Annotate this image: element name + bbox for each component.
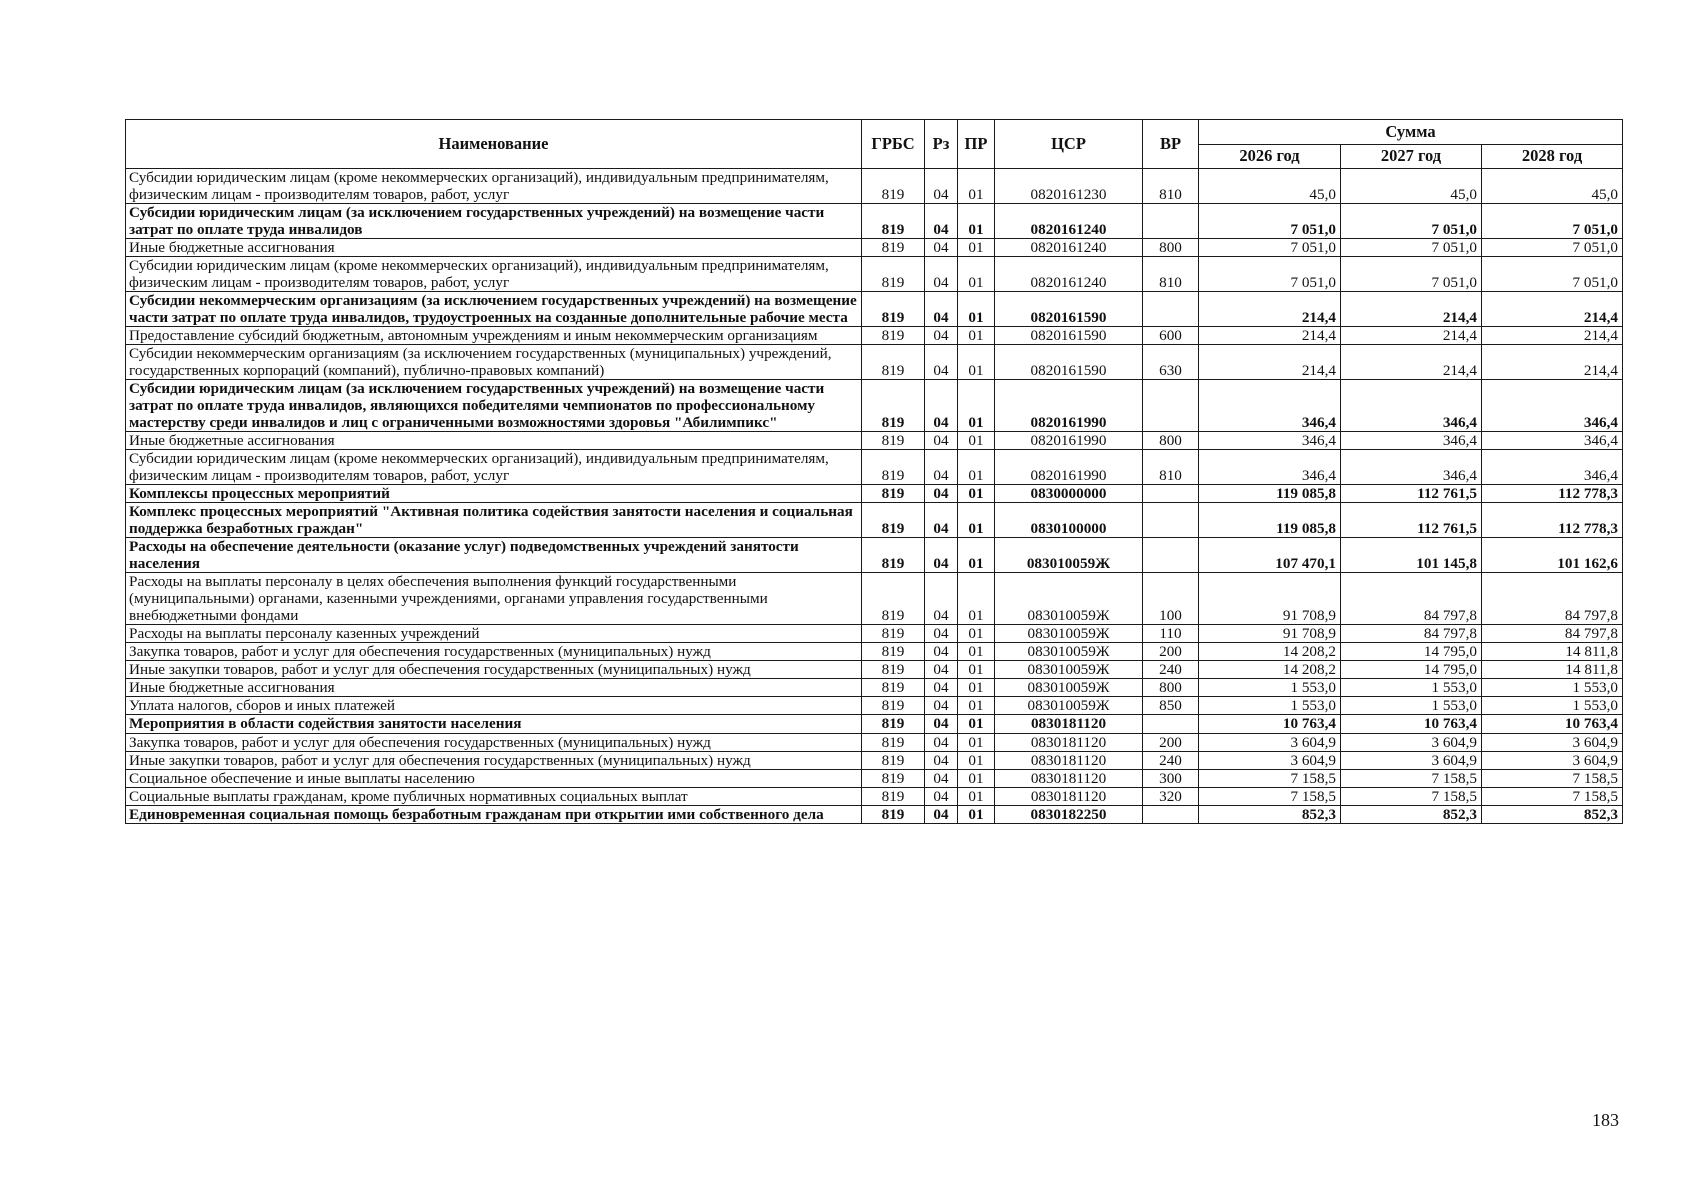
row-pr: 01	[958, 345, 995, 380]
row-pr: 01	[958, 715, 995, 733]
row-sum-2026: 1 553,0	[1199, 679, 1341, 697]
row-sum-2027: 7 051,0	[1341, 239, 1482, 257]
row-vr	[1143, 292, 1199, 327]
row-sum-2028: 1 553,0	[1482, 679, 1623, 697]
row-rz: 04	[925, 769, 958, 787]
row-grbs: 819	[862, 204, 925, 239]
row-sum-2027: 214,4	[1341, 345, 1482, 380]
row-name: Социальные выплаты гражданам, кроме публичных нормативных социальных выплат	[126, 787, 862, 805]
row-csr: 0830000000	[995, 485, 1143, 503]
row-rz: 04	[925, 643, 958, 661]
row-csr: 0820161990	[995, 432, 1143, 450]
header-pr: ПР	[958, 120, 995, 169]
row-pr: 01	[958, 257, 995, 292]
header-sum: Сумма	[1199, 120, 1623, 145]
row-sum-2026: 214,4	[1199, 345, 1341, 380]
row-sum-2027: 14 795,0	[1341, 643, 1482, 661]
row-pr: 01	[958, 503, 995, 538]
row-csr: 083010059Ж	[995, 661, 1143, 679]
row-name: Иные бюджетные ассигнования	[126, 239, 862, 257]
row-grbs: 819	[862, 239, 925, 257]
table-row	[126, 769, 1623, 787]
row-csr: 0820161990	[995, 380, 1143, 432]
row-name: Иные бюджетные ассигнования	[126, 432, 862, 450]
row-rz: 04	[925, 204, 958, 239]
row-sum-2026: 346,4	[1199, 450, 1341, 485]
row-pr: 01	[958, 573, 995, 625]
row-sum-2027: 3 604,9	[1341, 751, 1482, 769]
row-sum-2028: 14 811,8	[1482, 661, 1623, 679]
row-pr: 01	[958, 643, 995, 661]
row-sum-2028: 214,4	[1482, 327, 1623, 345]
header-rz: Рз	[925, 120, 958, 169]
row-vr: 850	[1143, 697, 1199, 715]
row-rz: 04	[925, 450, 958, 485]
row-grbs: 819	[862, 697, 925, 715]
row-sum-2027: 7 158,5	[1341, 787, 1482, 805]
row-name: Иные закупки товаров, работ и услуг для обеспечения государственных (муниципальных) нужд	[126, 751, 862, 769]
table-row	[126, 257, 1623, 292]
row-name: Субсидии юридическим лицам (за исключением государственных учреждений) на возмещение части затрат по оплате труда инвалидов	[126, 204, 862, 239]
row-rz: 04	[925, 697, 958, 715]
row-csr: 0830181120	[995, 715, 1143, 733]
row-sum-2027: 112 761,5	[1341, 485, 1482, 503]
row-vr	[1143, 538, 1199, 573]
row-rz: 04	[925, 661, 958, 679]
row-vr	[1143, 204, 1199, 239]
row-sum-2027: 1 553,0	[1341, 697, 1482, 715]
table-row	[126, 450, 1623, 485]
row-pr: 01	[958, 625, 995, 643]
row-pr: 01	[958, 769, 995, 787]
row-sum-2028: 84 797,8	[1482, 625, 1623, 643]
table-row	[126, 292, 1623, 327]
table-row	[126, 345, 1623, 380]
table-row	[126, 733, 1623, 751]
row-sum-2026: 214,4	[1199, 327, 1341, 345]
row-sum-2028: 1 553,0	[1482, 697, 1623, 715]
row-grbs: 819	[862, 169, 925, 204]
row-pr: 01	[958, 697, 995, 715]
table-row	[126, 538, 1623, 573]
row-sum-2027: 7 158,5	[1341, 769, 1482, 787]
row-sum-2028: 7 158,5	[1482, 787, 1623, 805]
row-csr: 0820161590	[995, 345, 1143, 380]
row-sum-2028: 112 778,3	[1482, 503, 1623, 538]
row-pr: 01	[958, 679, 995, 697]
row-vr: 630	[1143, 345, 1199, 380]
table-row	[126, 327, 1623, 345]
row-vr: 810	[1143, 450, 1199, 485]
row-grbs: 819	[862, 345, 925, 380]
row-csr: 0830181120	[995, 733, 1143, 751]
row-sum-2028: 7 158,5	[1482, 769, 1623, 787]
row-pr: 01	[958, 292, 995, 327]
row-grbs: 819	[862, 450, 925, 485]
table-row	[126, 625, 1623, 643]
row-rz: 04	[925, 380, 958, 432]
row-grbs: 819	[862, 538, 925, 573]
row-rz: 04	[925, 503, 958, 538]
budget-table	[125, 119, 1623, 824]
table-body	[126, 169, 1623, 824]
row-name: Мероприятия в области содействия занятости населения	[126, 715, 862, 733]
row-sum-2028: 7 051,0	[1482, 239, 1623, 257]
row-name: Иные закупки товаров, работ и услуг для обеспечения государственных (муниципальных) нужд	[126, 661, 862, 679]
row-grbs: 819	[862, 573, 925, 625]
row-rz: 04	[925, 625, 958, 643]
row-csr: 083010059Ж	[995, 679, 1143, 697]
row-name: Закупка товаров, работ и услуг для обеспечения государственных (муниципальных) нужд	[126, 643, 862, 661]
row-grbs: 819	[862, 327, 925, 345]
row-sum-2026: 3 604,9	[1199, 751, 1341, 769]
row-name: Расходы на выплаты персоналу казенных учреждений	[126, 625, 862, 643]
row-sum-2026: 214,4	[1199, 292, 1341, 327]
row-csr: 0820161990	[995, 450, 1143, 485]
row-vr: 600	[1143, 327, 1199, 345]
row-sum-2028: 346,4	[1482, 380, 1623, 432]
row-pr: 01	[958, 538, 995, 573]
row-grbs: 819	[862, 751, 925, 769]
row-grbs: 819	[862, 485, 925, 503]
row-sum-2027: 45,0	[1341, 169, 1482, 204]
row-csr: 0830181120	[995, 769, 1143, 787]
row-vr: 800	[1143, 679, 1199, 697]
row-sum-2026: 119 085,8	[1199, 485, 1341, 503]
row-csr: 083010059Ж	[995, 538, 1143, 573]
row-sum-2027: 214,4	[1341, 327, 1482, 345]
row-csr: 083010059Ж	[995, 625, 1143, 643]
header-2027: 2027 год	[1341, 145, 1482, 169]
row-pr: 01	[958, 805, 995, 823]
header-2026: 2026 год	[1199, 145, 1341, 169]
row-grbs: 819	[862, 503, 925, 538]
row-name: Субсидии юридическим лицам (за исключением государственных учреждений) на возмещение части затрат по оплате труда инвалидов, являющихся победителями чемпионатов по профессиональному мастерству среди инвалидов и лиц с ограниченными возможностями здоровья "Абилимпикс"	[126, 380, 862, 432]
row-name: Субсидии некоммерческим организациям (за исключением государственных (муниципальных) учреждений, государственных корпораций (компаний), публично-правовых компаний)	[126, 345, 862, 380]
header-grbs: ГРБС	[862, 120, 925, 169]
row-sum-2027: 346,4	[1341, 432, 1482, 450]
row-name: Субсидии юридическим лицам (кроме некоммерческих организаций), индивидуальным предпринимателям, физическим лицам - производителям товаров, работ, услуг	[126, 169, 862, 204]
row-sum-2028: 14 811,8	[1482, 643, 1623, 661]
row-sum-2028: 214,4	[1482, 292, 1623, 327]
row-grbs: 819	[862, 769, 925, 787]
row-grbs: 819	[862, 679, 925, 697]
row-vr	[1143, 485, 1199, 503]
row-rz: 04	[925, 787, 958, 805]
row-csr: 0820161240	[995, 257, 1143, 292]
row-grbs: 819	[862, 643, 925, 661]
row-grbs: 819	[862, 733, 925, 751]
header-csr: ЦСР	[995, 120, 1143, 169]
row-name: Иные бюджетные ассигнования	[126, 679, 862, 697]
row-sum-2026: 14 208,2	[1199, 661, 1341, 679]
row-sum-2026: 91 708,9	[1199, 573, 1341, 625]
header-2028: 2028 год	[1482, 145, 1623, 169]
row-csr: 0830181120	[995, 751, 1143, 769]
row-name: Расходы на выплаты персоналу в целях обеспечения выполнения функций государственными (муниципальными) органами, казенными учреждениями, органами управления государственными внебюджетными фондами	[126, 573, 862, 625]
row-sum-2028: 7 051,0	[1482, 204, 1623, 239]
row-grbs: 819	[862, 787, 925, 805]
row-vr	[1143, 715, 1199, 733]
row-sum-2026: 1 553,0	[1199, 697, 1341, 715]
row-sum-2026: 852,3	[1199, 805, 1341, 823]
row-sum-2026: 45,0	[1199, 169, 1341, 204]
row-name: Закупка товаров, работ и услуг для обеспечения государственных (муниципальных) нужд	[126, 733, 862, 751]
row-sum-2027: 7 051,0	[1341, 257, 1482, 292]
row-sum-2026: 7 051,0	[1199, 204, 1341, 239]
row-grbs: 819	[862, 805, 925, 823]
row-vr: 110	[1143, 625, 1199, 643]
row-pr: 01	[958, 661, 995, 679]
row-vr: 240	[1143, 661, 1199, 679]
row-sum-2028: 84 797,8	[1482, 573, 1623, 625]
row-sum-2028: 45,0	[1482, 169, 1623, 204]
row-vr: 810	[1143, 257, 1199, 292]
table-row	[126, 432, 1623, 450]
table-row	[126, 204, 1623, 239]
table-row	[126, 643, 1623, 661]
row-rz: 04	[925, 679, 958, 697]
row-vr: 200	[1143, 733, 1199, 751]
row-sum-2026: 91 708,9	[1199, 625, 1341, 643]
row-csr: 0820161240	[995, 239, 1143, 257]
table-row	[126, 661, 1623, 679]
table-row	[126, 485, 1623, 503]
header-name: Наименование	[126, 120, 862, 169]
row-sum-2026: 7 051,0	[1199, 257, 1341, 292]
row-pr: 01	[958, 751, 995, 769]
row-name: Субсидии юридическим лицам (кроме некоммерческих организаций), индивидуальным предпринимателям, физическим лицам - производителям товаров, работ, услуг	[126, 450, 862, 485]
row-rz: 04	[925, 292, 958, 327]
row-rz: 04	[925, 345, 958, 380]
row-sum-2027: 84 797,8	[1341, 625, 1482, 643]
page-number: 183	[1592, 1110, 1619, 1130]
row-rz: 04	[925, 257, 958, 292]
row-grbs: 819	[862, 715, 925, 733]
table-row	[126, 715, 1623, 733]
row-rz: 04	[925, 805, 958, 823]
table-row	[126, 380, 1623, 432]
row-rz: 04	[925, 538, 958, 573]
row-name: Комплекс процессных мероприятий "Активная политика содействия занятости населения и социальная поддержка безработных граждан"	[126, 503, 862, 538]
row-rz: 04	[925, 327, 958, 345]
row-csr: 083010059Ж	[995, 643, 1143, 661]
row-sum-2028: 101 162,6	[1482, 538, 1623, 573]
row-sum-2028: 346,4	[1482, 450, 1623, 485]
row-rz: 04	[925, 573, 958, 625]
row-sum-2028: 214,4	[1482, 345, 1623, 380]
row-grbs: 819	[862, 661, 925, 679]
row-vr: 200	[1143, 643, 1199, 661]
row-vr: 810	[1143, 169, 1199, 204]
table-row	[126, 573, 1623, 625]
row-sum-2027: 346,4	[1341, 450, 1482, 485]
row-sum-2027: 14 795,0	[1341, 661, 1482, 679]
row-pr: 01	[958, 204, 995, 239]
row-sum-2026: 3 604,9	[1199, 733, 1341, 751]
row-pr: 01	[958, 432, 995, 450]
row-sum-2027: 1 553,0	[1341, 679, 1482, 697]
row-sum-2026: 7 158,5	[1199, 769, 1341, 787]
table-row	[126, 787, 1623, 805]
row-vr: 800	[1143, 239, 1199, 257]
row-sum-2027: 84 797,8	[1341, 573, 1482, 625]
row-sum-2026: 14 208,2	[1199, 643, 1341, 661]
row-sum-2026: 7 051,0	[1199, 239, 1341, 257]
row-sum-2027: 346,4	[1341, 380, 1482, 432]
row-vr	[1143, 503, 1199, 538]
row-sum-2027: 214,4	[1341, 292, 1482, 327]
row-sum-2026: 107 470,1	[1199, 538, 1341, 573]
row-name: Уплата налогов, сборов и иных платежей	[126, 697, 862, 715]
row-grbs: 819	[862, 625, 925, 643]
row-pr: 01	[958, 327, 995, 345]
row-csr: 0820161240	[995, 204, 1143, 239]
row-sum-2028: 852,3	[1482, 805, 1623, 823]
row-rz: 04	[925, 239, 958, 257]
row-pr: 01	[958, 485, 995, 503]
row-sum-2027: 3 604,9	[1341, 733, 1482, 751]
table-row	[126, 503, 1623, 538]
row-name: Субсидии некоммерческим организациям (за исключением государственных учреждений) на возмещение части затрат по оплате труда инвалидов, трудоустроенных на созданные дополнительные рабочие места	[126, 292, 862, 327]
row-pr: 01	[958, 450, 995, 485]
row-sum-2027: 852,3	[1341, 805, 1482, 823]
row-csr: 0820161230	[995, 169, 1143, 204]
row-sum-2026: 119 085,8	[1199, 503, 1341, 538]
row-csr: 0830182250	[995, 805, 1143, 823]
row-pr: 01	[958, 733, 995, 751]
row-sum-2026: 7 158,5	[1199, 787, 1341, 805]
row-name: Субсидии юридическим лицам (кроме некоммерческих организаций), индивидуальным предпринимателям, физическим лицам - производителям товаров, работ, услуг	[126, 257, 862, 292]
row-csr: 0820161590	[995, 292, 1143, 327]
table-row	[126, 679, 1623, 697]
row-rz: 04	[925, 485, 958, 503]
row-sum-2028: 3 604,9	[1482, 751, 1623, 769]
row-name: Комплексы процессных мероприятий	[126, 485, 862, 503]
row-vr: 800	[1143, 432, 1199, 450]
row-sum-2027: 101 145,8	[1341, 538, 1482, 573]
row-sum-2026: 346,4	[1199, 380, 1341, 432]
row-name: Предоставление субсидий бюджетным, автономным учреждениям и иным некоммерческим организациям	[126, 327, 862, 345]
row-csr: 0830100000	[995, 503, 1143, 538]
row-sum-2028: 3 604,9	[1482, 733, 1623, 751]
row-rz: 04	[925, 432, 958, 450]
table-row	[126, 805, 1623, 823]
table-row	[126, 169, 1623, 204]
row-vr: 300	[1143, 769, 1199, 787]
table-row	[126, 751, 1623, 769]
row-sum-2028: 346,4	[1482, 432, 1623, 450]
row-csr: 083010059Ж	[995, 697, 1143, 715]
row-rz: 04	[925, 751, 958, 769]
row-sum-2028: 7 051,0	[1482, 257, 1623, 292]
row-vr: 240	[1143, 751, 1199, 769]
row-sum-2027: 10 763,4	[1341, 715, 1482, 733]
row-grbs: 819	[862, 257, 925, 292]
row-csr: 0830181120	[995, 787, 1143, 805]
row-vr: 320	[1143, 787, 1199, 805]
row-sum-2026: 10 763,4	[1199, 715, 1341, 733]
row-sum-2028: 112 778,3	[1482, 485, 1623, 503]
row-name: Расходы на обеспечение деятельности (оказание услуг) подведомственных учреждений занятости населения	[126, 538, 862, 573]
row-rz: 04	[925, 169, 958, 204]
row-sum-2026: 346,4	[1199, 432, 1341, 450]
row-name: Единовременная социальная помощь безработным гражданам при открытии ими собственного дела	[126, 805, 862, 823]
table-row	[126, 697, 1623, 715]
row-name: Социальное обеспечение и иные выплаты населению	[126, 769, 862, 787]
row-pr: 01	[958, 380, 995, 432]
row-sum-2027: 7 051,0	[1341, 204, 1482, 239]
row-csr: 083010059Ж	[995, 573, 1143, 625]
row-grbs: 819	[862, 380, 925, 432]
row-sum-2028: 10 763,4	[1482, 715, 1623, 733]
row-pr: 01	[958, 787, 995, 805]
row-pr: 01	[958, 169, 995, 204]
row-sum-2027: 112 761,5	[1341, 503, 1482, 538]
row-vr	[1143, 805, 1199, 823]
row-rz: 04	[925, 715, 958, 733]
row-grbs: 819	[862, 432, 925, 450]
table-row	[126, 239, 1623, 257]
row-pr: 01	[958, 239, 995, 257]
row-vr	[1143, 380, 1199, 432]
row-csr: 0820161590	[995, 327, 1143, 345]
header-vr: ВР	[1143, 120, 1199, 169]
row-grbs: 819	[862, 292, 925, 327]
row-vr: 100	[1143, 573, 1199, 625]
row-rz: 04	[925, 733, 958, 751]
